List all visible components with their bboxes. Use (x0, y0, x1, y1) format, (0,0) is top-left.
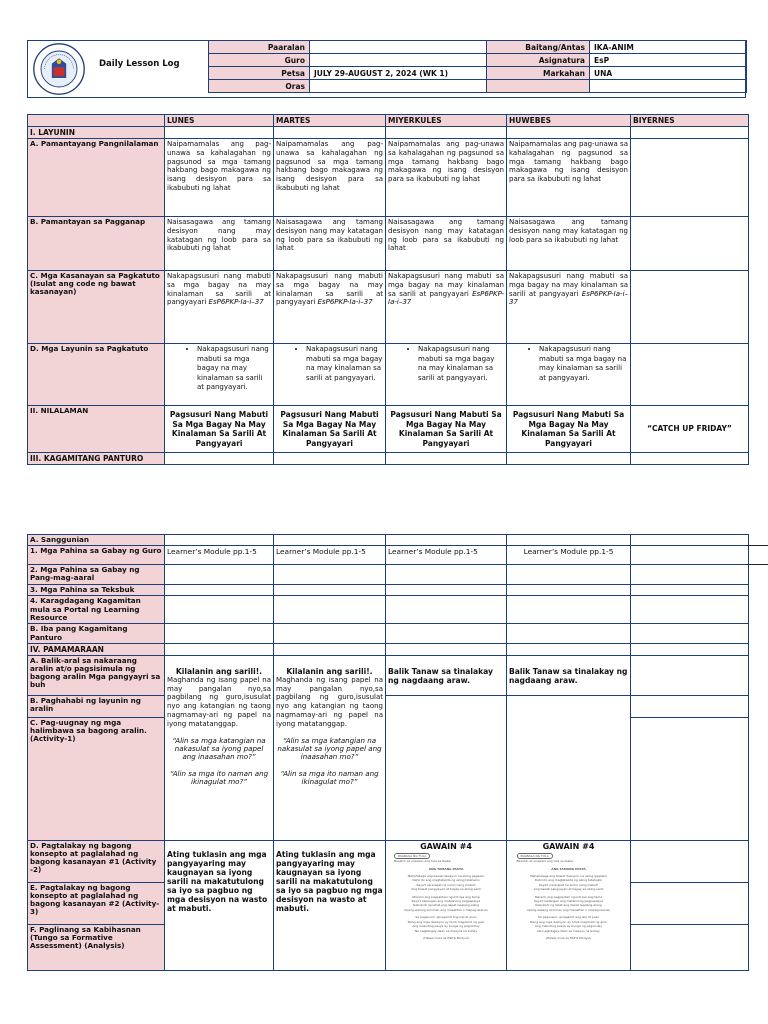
poem-line: Marami ang pagpipilian ngunit iisa ang tama (534, 894, 603, 899)
cell-text: Naipamamalas ang pag-unawa sa kahalagahan ng pagsunod sa mga tamang hakbang bago makagawa ng isang desisyon para sa ikabubuti ng lahat (165, 139, 274, 217)
row-label: 1. Mga Pahina sa Gabay ng Guro (28, 546, 165, 565)
tuklasin-text: Ating tuklasin ang mga pangyayaring may kaugnayan sa iyong sarili na makatutulong sa iyo sa pagbuo ng mga desisyon na wasto at mabuti. (276, 849, 383, 913)
row-paghahabi (28, 695, 749, 717)
poem-line: ANG TAMANG PASYA (428, 866, 464, 871)
poem-line: Marami ang pagpipilian ngunit iisa ang tama (412, 894, 480, 899)
day-header: MIYERKULES (386, 115, 507, 127)
header-row (487, 67, 747, 80)
empty-cell (631, 624, 749, 643)
cell-text: Naipamamalas ang pag-unawa sa kahalagahan ng pagsunod sa mga tamang hakbang bago makagawa ng isang desisyon para sa ikabubuti ng lahat (274, 139, 386, 217)
row-layunin-sa-pagkatuto (28, 344, 749, 406)
poem-line: Ang mabuting pasya ay bunga ng pagninilay (412, 924, 480, 929)
poem-thumbnail (517, 853, 621, 941)
nilalaman-text: Pagsusuri Nang Mabuti Sa Mga Bagay Na May Kinalaman Sa Sarili At Pangyayari (274, 406, 386, 453)
cell-objective (507, 344, 631, 406)
corner-cell (28, 115, 165, 127)
poem-line: (Halaw mula sa ESP 6 Modyul) (545, 935, 592, 940)
section-row (28, 453, 749, 465)
row-teksbuk (28, 585, 749, 596)
row-label: C. Mga Kasanayan sa Pagkatuto (Isulat ang code ng bawat kasanayan) (28, 271, 165, 344)
cell-text (165, 271, 274, 344)
poem-thumbnail (394, 853, 498, 941)
question-2: “Alin sa mga ito naman ang ikinagulat mo?” (280, 768, 379, 787)
cell-gawain (507, 840, 631, 970)
poem-line: Basahin at unawain ang tula sa ibaba. (516, 859, 574, 864)
section-layunin: I. LAYUNIN (28, 127, 165, 139)
label-paaralan: Paaralan (209, 41, 310, 54)
empty-cell (274, 643, 386, 655)
kilalanin-title: Kilalanin ang sarili!. (175, 666, 263, 676)
row-label: B. Pamantayan sa Pagganap (28, 217, 165, 271)
cell-tuklasin (165, 840, 274, 970)
poem-line: Upang walang sinuman ang masaktan o mapag-iwanan (526, 907, 611, 912)
day-header-row (28, 115, 749, 127)
module-ref: Learner’s Module pp.1-5 (386, 546, 507, 565)
cell-text (274, 271, 386, 344)
poem-line: Mahahalaga ang bawat desisyon na aking gagawin (530, 874, 607, 879)
gawain-title: GAWAIN #4 (542, 841, 595, 851)
poem-line: Na nagbibigay-daan sa maayos na buhay (414, 928, 478, 933)
empty-cell (507, 535, 631, 546)
cell-objective (274, 344, 386, 406)
cell-gawain (386, 840, 507, 970)
section-pamamaraan: IV. PAMAMARAAN (28, 643, 165, 655)
gawain-title: GAWAIN #4 (420, 841, 472, 851)
deped-seal-icon (32, 42, 86, 96)
poem-line: Sa pagsusuri, ginagamit ang isip at puso (537, 915, 600, 920)
empty-cell (631, 127, 749, 139)
row-label: A. Sanggunian (28, 535, 165, 546)
row-label: F. Paglinang sa Kabihasnan (Tungo sa Formative Assessment) (Analysis) (28, 924, 165, 970)
row-gabay-mag-aaral (28, 565, 749, 585)
label-empty (487, 80, 590, 93)
empty-cell (165, 453, 274, 465)
kilalanin-title: Kilalanin ang sarili!. (286, 666, 373, 676)
poem-line: Basahin at unawain ang tula sa ibaba. (394, 859, 452, 864)
poem-pill: PAGBASA NG TULA (394, 853, 430, 859)
skill-text: Nakapagsusuri nang mabuti sa mga bagay na may kinalaman sa sarili at pangyayari (167, 272, 271, 307)
row-label: 4. Karagdagang Kagamitan mula sa Portal ng Learning Resource (28, 596, 165, 624)
poem-line: Na nagbibigay-daan sa maayos na buhay (537, 928, 600, 933)
value-paaralan (310, 41, 487, 54)
row-label: B. Iba pang Kagamitang Panturo (28, 624, 165, 643)
empty-cell (631, 840, 749, 882)
empty-cell (165, 643, 274, 655)
empty-cell (274, 585, 386, 596)
empty-cell (386, 565, 507, 585)
empty-cell (165, 624, 274, 643)
label-oras: Oras (209, 80, 310, 93)
empty-cell (631, 535, 749, 546)
day-header: HUWEBES (507, 115, 631, 127)
cell-text: Naisasagawa ang tamang desisyon nang may katatagan ng loob para sa ikabubuti ng lahat (507, 217, 631, 271)
empty-cell (631, 271, 749, 344)
balik-tanaw-text: Balik Tanaw sa tinalakay ng nagdaang araw. (509, 666, 628, 685)
row-balik-aral (28, 655, 749, 695)
cell-activity-tuesday (274, 655, 386, 840)
nilalaman-text: Pagsusuri Nang Mabuti Sa Mga Bagay Na May Kinalaman Sa Sarili At Pangyayari (507, 406, 631, 453)
poem-line: Sa pagsusuri, ginagamit ang isip at puso (415, 915, 477, 920)
header-row (487, 80, 747, 93)
lesson-table-lower (27, 534, 749, 971)
poem-pill: PAGBASA NG TULA (517, 853, 553, 859)
row-label: E. Pagtalakay ng bagong konsepto at paglalahad ng bagong kasanayan #2 (Activity-3) (28, 882, 165, 924)
header-row (209, 41, 487, 54)
poem-line: Kaya't nararapat na suriin nang mabuti (538, 882, 599, 887)
cell-objective (386, 344, 507, 406)
empty-cell (507, 453, 631, 465)
value-markahan: UNA (590, 67, 747, 80)
empty-cell (165, 127, 274, 139)
question-1: “Alin sa mga katangian na nakasulat sa iyong papel ang inaasahan mo?” (172, 735, 266, 762)
row-label: C. Pag-uugnay ng mga halimbawa sa bagong aralin. (Activity-1) (28, 717, 165, 840)
cell-text: Naisasagawa ang tamang desisyon nang may katatagan ng loob para sa ikabubuti ng lahat (165, 217, 274, 271)
poem-line: Ang mabuting pasya ay bunga ng pagninilay (534, 924, 603, 929)
balik-tanaw-text: Balik Tanaw sa tinalakay ng nagdaang araw. (388, 666, 493, 685)
module-ref: Learner’s Module pp.1-5 (507, 546, 631, 565)
lesson-table-upper (27, 114, 749, 465)
empty-cell (386, 596, 507, 624)
poem-line: Ang bawat pangyayari at bagay sa aking sarili (411, 887, 481, 892)
poem-line: Mahahalaga ang bawat desisyon na aking gagawin (407, 874, 485, 879)
row-label: A. Balik-aral sa nakaraang aralin at/o pagsisimula ng bagong aralin Mga pangyayri sa buh (28, 655, 165, 695)
cell-text (507, 271, 631, 344)
objective-item: • Nakapagsusuri nang mabuti sa mga bagay na may kinalaman sa sarili at pangyayari. (197, 345, 271, 393)
poem-line: Ikabubuti ng lahat ang dapat isaalang-alang (535, 903, 602, 908)
skill-text: Nakapagsusuri nang mabuti sa mga bagay na may kinalaman sa sarili at pangyayari (388, 272, 504, 298)
empty-cell (631, 643, 749, 655)
cell-text: Naipamamalas ang pag-unawa sa kahalagahan ng pagsunod sa mga tamang hakbang bago makagawa ng isang desisyon para sa ikabubuti ng lahat (507, 139, 631, 217)
logo-block (28, 41, 208, 97)
row-label: D. Mga Layunin sa Pagkatuto (28, 344, 165, 406)
empty-cell (274, 624, 386, 643)
row-kasanayan (28, 271, 749, 344)
cell-balik-tanaw (507, 655, 631, 695)
cell-balik-tanaw (386, 655, 507, 695)
poem-line: Nang ang mga desisyon ay hindi magdulot ng gulo (407, 919, 485, 924)
header-row (487, 54, 747, 67)
empty-cell (507, 624, 631, 643)
empty-cell (507, 695, 631, 840)
cell-activity-monday (165, 655, 274, 840)
empty-cell (631, 717, 749, 840)
objective-item: • Nakapagsusuri nang mabuti sa mga bagay na may kinalaman sa sarili at pangyayari. (306, 345, 383, 383)
empty-cell (631, 882, 749, 924)
empty-cell (507, 585, 631, 596)
divider-line (746, 545, 768, 546)
empty-cell (631, 546, 749, 565)
row-label: D. Pagtalakay ng bagong konsepto at paglalahad ng bagong kasanayan #1 (Activity -2) (28, 840, 165, 882)
module-ref: Learner’s Module pp.1-5 (274, 546, 386, 565)
objective-item: • Nakapagsusuri nang mabuti sa mga bagay na may kinalaman sa sarili at pangyayari. (418, 345, 504, 383)
row-karagdagang-kagamitan (28, 596, 749, 624)
empty-cell (631, 655, 749, 695)
poem-line: Ikabubuti ng lahat ang dapat isaalang-alang (412, 903, 480, 908)
row-pagtalakay-1 (28, 840, 749, 882)
empty-cell (631, 344, 749, 406)
day-header: BIYERNES (631, 115, 749, 127)
row-gabay-guro (28, 546, 749, 565)
empty-cell (165, 565, 274, 585)
empty-cell (631, 695, 749, 717)
row-iba-pang-kagamitan (28, 624, 749, 643)
empty-cell (386, 585, 507, 596)
empty-cell (631, 453, 749, 465)
header-row (209, 67, 487, 80)
empty-cell (386, 453, 507, 465)
label-baitang: Baitang/Antas (487, 41, 590, 54)
empty-cell (507, 643, 631, 655)
section-nilalaman: II. NILALAMAN (28, 406, 165, 453)
divider-line (746, 564, 768, 565)
poem-line: ANG TAMANG PASYA (551, 866, 586, 871)
empty-cell (631, 924, 749, 970)
poem-line: Ang bawat pangyayari at bagay sa aking sarili (533, 887, 604, 892)
empty-cell (631, 585, 749, 596)
module-ref: Learner’s Module pp.1-5 (165, 546, 274, 565)
document-title: Daily Lesson Log (99, 59, 180, 69)
row-pamantayang-pangnilalaman (28, 139, 749, 217)
label-petsa: Petsa (209, 67, 310, 80)
poem-line: (Halaw mula sa ESP 6 Modyul) (423, 935, 469, 940)
empty-cell (631, 217, 749, 271)
value-petsa: JULY 29-AUGUST 2, 2024 (WK 1) (310, 67, 487, 80)
header-row (487, 41, 747, 54)
empty-cell (165, 535, 274, 546)
empty-cell (631, 565, 749, 585)
empty-cell (165, 596, 274, 624)
row-nilalaman (28, 406, 749, 453)
empty-cell (386, 624, 507, 643)
poem-line: Kaya't kailangan ang matalinong pagpapasya (534, 899, 603, 904)
empty-cell (274, 127, 386, 139)
row-label: B. Paghahabi ng layunin ng aralin (28, 695, 165, 717)
header-row (209, 54, 487, 67)
empty-cell (631, 139, 749, 217)
empty-cell (631, 596, 749, 624)
empty-cell (386, 643, 507, 655)
header-left-grid (208, 40, 487, 93)
empty-cell (507, 127, 631, 139)
skill-code: EsP6PKP-Ia-i–37 (509, 289, 629, 307)
poem-line: Dahil ito ang magtatakda ng aking tatahakin (534, 878, 603, 883)
day-header: LUNES (165, 115, 274, 127)
header-right-grid (486, 40, 747, 93)
cell-tuklasin (274, 840, 386, 970)
skill-text: Nakapagsusuri nang mabuti sa mga bagay na may kinalaman sa sarili at pangyayari (509, 272, 628, 298)
value-baitang: IKA-ANIM (590, 41, 747, 54)
empty-cell (274, 453, 386, 465)
cell-text: Naisasagawa ang tamang desisyon nang may katatagan ng loob para sa ikabubuti ng lahat (386, 217, 507, 271)
value-empty (590, 80, 747, 93)
section-row (28, 643, 749, 655)
skill-code: EsP6PKP-Ia-i–37 (208, 298, 264, 307)
cell-objective (165, 344, 274, 406)
poem-line: Dahil ito ang magtatakda ng aking tatahakin (412, 878, 480, 883)
poem-line: Kaya't kailangan ang matalinong pagpapasya (411, 899, 481, 904)
empty-cell (507, 596, 631, 624)
empty-cell (274, 565, 386, 585)
poem-line: Kaya't nararapat na suriin nang mabuti (416, 882, 476, 887)
empty-cell (274, 535, 386, 546)
catch-up-friday: “CATCH UP FRIDAY” (631, 406, 749, 453)
section-row (28, 127, 749, 139)
skill-code: EsP6PKP-Ia-i–37 (317, 298, 373, 307)
row-label: 3. Mga Pahina sa Teksbuk (28, 585, 165, 596)
cell-text (386, 271, 507, 344)
skill-text: Nakapagsusuri nang mabuti sa mga bagay na may kinalaman sa sarili at pangyayari (276, 272, 383, 307)
poem-line: Nang ang mga desisyon ay hindi magdulot ng gulo (530, 919, 607, 924)
tuklasin-text: Ating tuklasin ang mga pangyayaring may kaugnayan sa iyong sarili na makatutulong sa iyo sa pagbuo ng mga desisyon na wasto at mabuti. (167, 849, 268, 913)
label-markahan: Markahan (487, 67, 590, 80)
empty-cell (386, 695, 507, 840)
empty-cell (165, 585, 274, 596)
nilalaman-text: Pagsusuri Nang Mabuti Sa Mga Bagay Na May Kinalaman Sa Sarili At Pangyayari (386, 406, 507, 453)
cell-text: Naisasagawa ang tamang desisyon nang may katatagan ng loob para sa ikabubuti ng lahat (274, 217, 386, 271)
section-kagamitan: III. KAGAMITANG PANTURO (28, 453, 165, 465)
row-label: 2. Mga Pahina sa Gabay ng Pang-mag-aaral (28, 565, 165, 585)
header-row (209, 80, 487, 93)
row-label: A. Pamantayang Pangnilalaman (28, 139, 165, 217)
value-asignatura: EsP (590, 54, 747, 67)
cell-text: Naipamamalas ang pag-unawa sa kahalagahan ng pagsunod sa mga tamang hakbang bago makagawa ng isang desisyon para sa ikabubuti ng lahat (386, 139, 507, 217)
empty-cell (274, 596, 386, 624)
empty-cell (386, 535, 507, 546)
kilalanin-body: Maghanda ng isang papel na may pangalan nyo,sa pagbilang ng guro,isusulat nyo ang katangian ng taong nagmamay-ari ng papel na iyong matatanggap. (167, 675, 271, 728)
empty-cell (507, 565, 631, 585)
objective-item: • Nakapagsusuri nang mabuti sa mga bagay na may kinalaman sa sarili at pangyayari. (539, 345, 628, 383)
row-pamantayan-sa-pagganap (28, 217, 749, 271)
value-guro (310, 54, 487, 67)
nilalaman-text: Pagsusuri Nang Mabuti Sa Mga Bagay Na May Kinalaman Sa Sarili At Pangyayari (165, 406, 274, 453)
poem-line: Upang walang sinuman ang masaktan o mapag-iwanan (404, 907, 488, 912)
day-header: MARTES (274, 115, 386, 127)
row-sanggunian (28, 535, 749, 546)
skill-code: EsP6PKP-Ia-i–37 (388, 289, 504, 307)
question-1: “Alin sa mga katangian na nakasulat sa iyong papel ang inaasahan mo?” (277, 735, 382, 762)
question-2: “Alin sa mga ito naman ang ikinagulat mo?” (169, 768, 269, 787)
value-oras (310, 80, 487, 93)
label-asignatura: Asignatura (487, 54, 590, 67)
kilalanin-body: Maghanda ng isang papel na may pangalan nyo,sa pagbilang ng guro,isusulat nyo ang katangian ng taong nagmamay-ari ng papel na iyong matatanggap. (276, 675, 383, 728)
empty-cell (386, 127, 507, 139)
label-guro: Guro (209, 54, 310, 67)
